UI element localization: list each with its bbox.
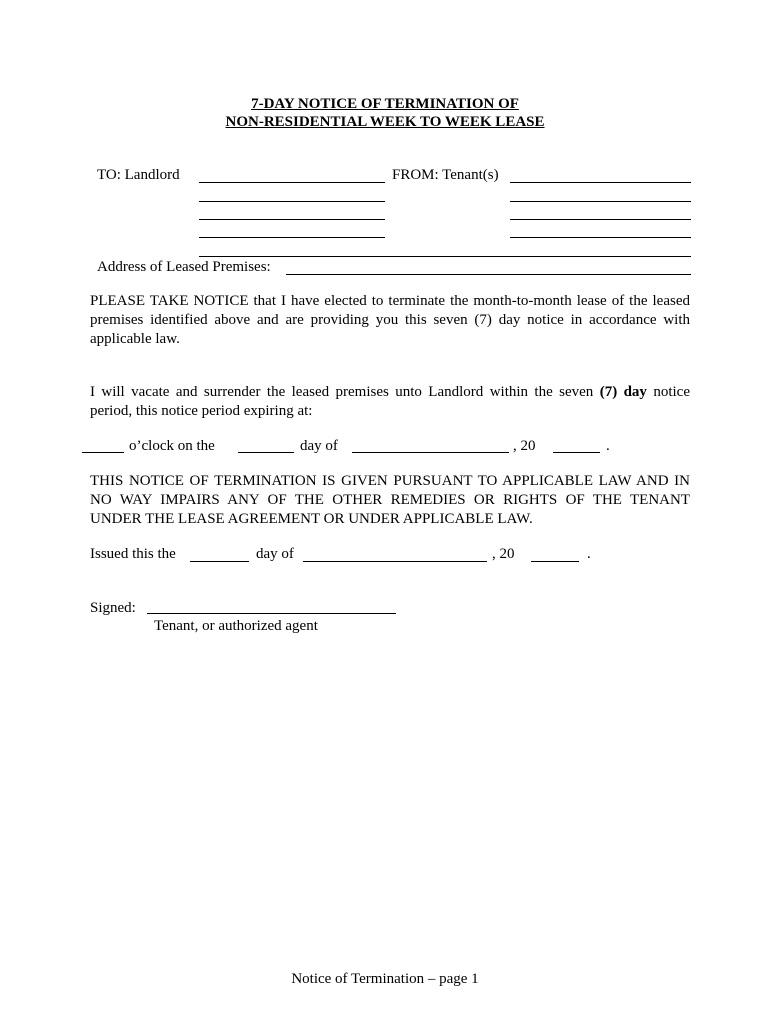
issued-period: .: [587, 546, 591, 562]
law-paragraph: [90, 472, 690, 529]
notice-line-3: applicable law.: [90, 331, 180, 347]
tenant-line-2[interactable]: [510, 201, 691, 202]
signed-label: Signed:: [90, 600, 136, 616]
document-title-line1: 7-DAY NOTICE OF TERMINATION OF: [251, 96, 519, 112]
landlord-line-3[interactable]: [199, 219, 385, 220]
issued-label: Issued this the: [90, 546, 176, 562]
issued-day-line[interactable]: [190, 561, 249, 562]
landlord-line-1[interactable]: [199, 182, 385, 183]
vacate-bold-term: (7) day: [599, 384, 647, 400]
issued-year-prefix: , 20: [492, 546, 515, 562]
expiry-day-of-label: day of: [300, 438, 338, 454]
expiry-hour-line[interactable]: [82, 452, 124, 453]
address-input-line[interactable]: [286, 274, 691, 275]
landlord-line-4[interactable]: [199, 237, 385, 238]
signature-caption: Tenant, or authorized agent: [154, 618, 318, 634]
vacate-line-1-end: notice: [646, 384, 690, 400]
notice-paragraph: [90, 292, 690, 349]
to-landlord-label: TO: Landlord: [97, 167, 180, 183]
issued-day-of-label: day of: [256, 546, 294, 562]
tenant-line-3[interactable]: [510, 219, 691, 220]
signature-line[interactable]: [147, 613, 396, 614]
from-tenant-label: FROM: Tenant(s): [392, 167, 499, 183]
law-line-3: UNDER THE LEASE AGREEMENT OR UNDER APPLICABLE LAW.: [90, 511, 533, 527]
document-title-line2: NON-RESIDENTIAL WEEK TO WEEK LEASE: [225, 114, 545, 130]
vacate-line-1-text: I will vacate and surrender the leased premises unto Landlord within the seven: [90, 384, 600, 400]
expiry-year-line[interactable]: [553, 452, 600, 453]
vacate-line-1: [90, 383, 690, 402]
tenant-line-1[interactable]: [510, 182, 691, 183]
tenant-line-4[interactable]: [510, 237, 691, 238]
law-line-1: THIS NOTICE OF TERMINATION IS GIVEN PURSUANT TO APPLICABLE LAW AND IN: [90, 473, 690, 489]
expiry-period: .: [606, 438, 610, 454]
issued-month-line[interactable]: [303, 561, 487, 562]
page-footer: Notice of Termination – page 1: [291, 971, 479, 987]
expiry-day-line[interactable]: [238, 452, 294, 453]
law-line-2: NO WAY IMPAIRS ANY OF THE OTHER REMEDIES OR RIGHTS OF THE TENANT: [90, 492, 690, 508]
address-label: Address of Leased Premises:: [97, 259, 271, 275]
expiry-oclock-label: o’clock on the: [129, 438, 215, 454]
expiry-year-prefix: , 20: [513, 438, 536, 454]
notice-line-1: PLEASE TAKE NOTICE that I have elected to terminate the month-to-month lease of the leased: [90, 293, 690, 309]
issued-year-line[interactable]: [531, 561, 579, 562]
address-line-upper[interactable]: [199, 256, 691, 257]
vacate-line-2: period, this notice period expiring at:: [90, 403, 313, 419]
expiry-month-line[interactable]: [352, 452, 509, 453]
notice-line-2: premises identified above and are providing you this seven (7) day notice in accordance with: [90, 312, 690, 328]
landlord-line-2[interactable]: [199, 201, 385, 202]
vacate-paragraph: [90, 383, 690, 421]
